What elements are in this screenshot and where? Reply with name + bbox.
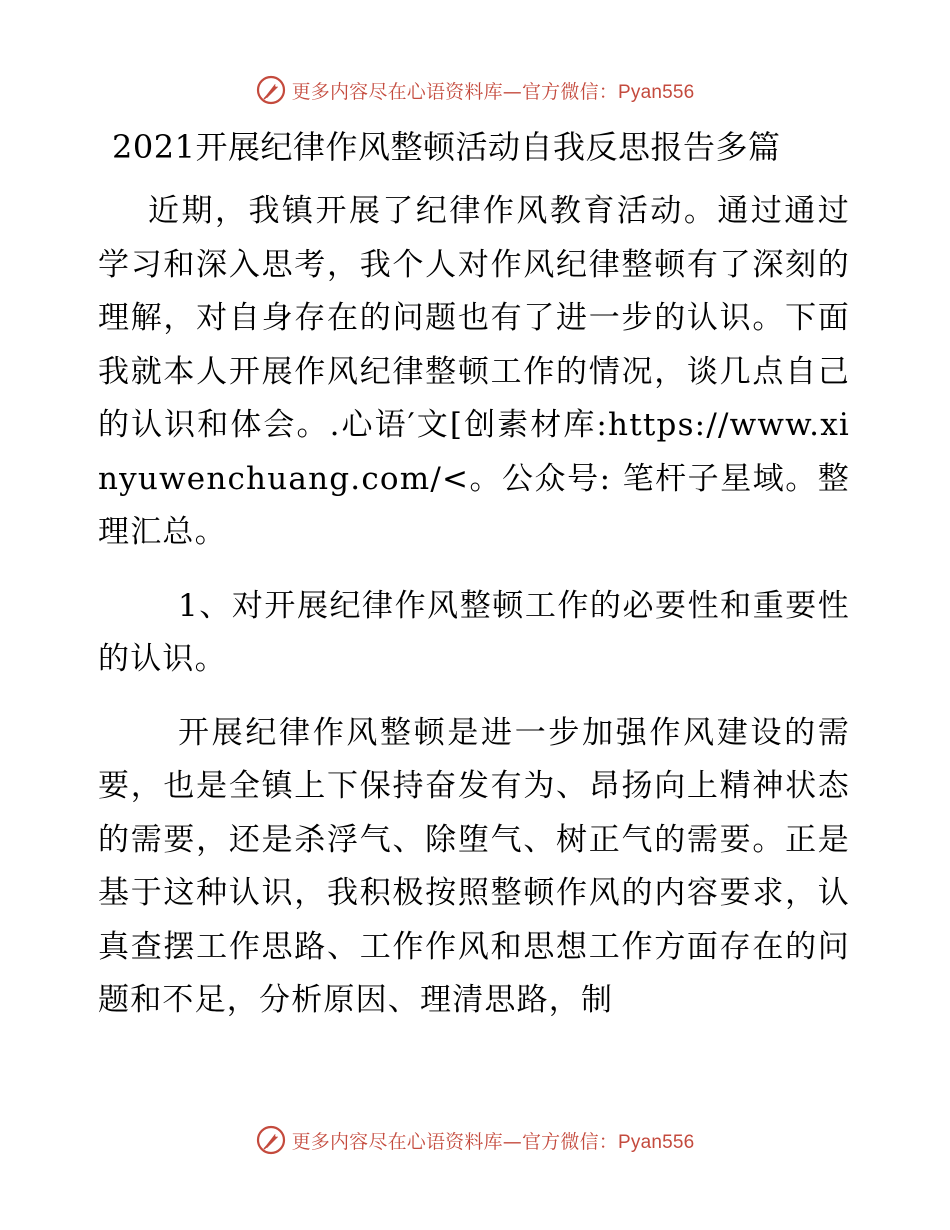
header-banner-slogan: 更多内容尽在心语资料库 xyxy=(291,80,503,103)
footer-banner-slogan: 更多内容尽在心语资料库 xyxy=(291,1130,503,1153)
footer-wechat-id: Pyan556 xyxy=(618,1131,695,1153)
footer-banner-separator: — xyxy=(502,1130,522,1153)
paragraph-body: 开展纪律作风整顿是进一步加强作风建设的需要，也是全镇上下保持奋发有为、昂扬向上精神状态的需要，还是杀浮气、除堕气、树正气的需要。正是基于这种认识，我积极按照整顿作风的内容要求，认真查摆工作思路、工作作风和思想工作方面存在的问题和不足，分析原因、理清思路，制 xyxy=(98,714,850,1018)
header-banner-text xyxy=(292,77,695,104)
paragraph-section-heading: 1、对开展纪律作风整顿工作的必要性和重要性的认识。 xyxy=(98,587,850,677)
footer-banner-text xyxy=(292,1127,695,1154)
header-wechat-label: 官方微信： xyxy=(521,80,618,103)
pen-nib-circle-icon xyxy=(256,1125,286,1155)
header-wechat-id: Pyan556 xyxy=(618,81,695,103)
footer-banner xyxy=(0,1120,950,1160)
footer-banner-inner xyxy=(256,1125,695,1155)
document-title: 2021开展纪律作风整顿活动自我反思报告多篇 xyxy=(112,128,781,166)
header-banner-inner xyxy=(256,75,695,105)
header-banner xyxy=(0,70,950,110)
paragraph-intro: 近期，我镇开展了纪律作风教育活动。通过通过学习和深入思考，我个人对作风纪律整顿有了深刻的理解，对自身存在的问题也有了进一步的认识。下面我就本人开展作风纪律整顿工作的情况，谈几点自己的认识和体会。.心语′文[创素材库:https://www.xinyuwenchuang.com/<。公众号: 笔杆子星域。整理汇总。 xyxy=(98,193,850,550)
header-banner-separator: — xyxy=(502,80,522,103)
footer-wechat-label: 官方微信： xyxy=(521,1130,618,1153)
document-body xyxy=(98,125,850,1028)
pen-nib-circle-icon xyxy=(256,75,286,105)
